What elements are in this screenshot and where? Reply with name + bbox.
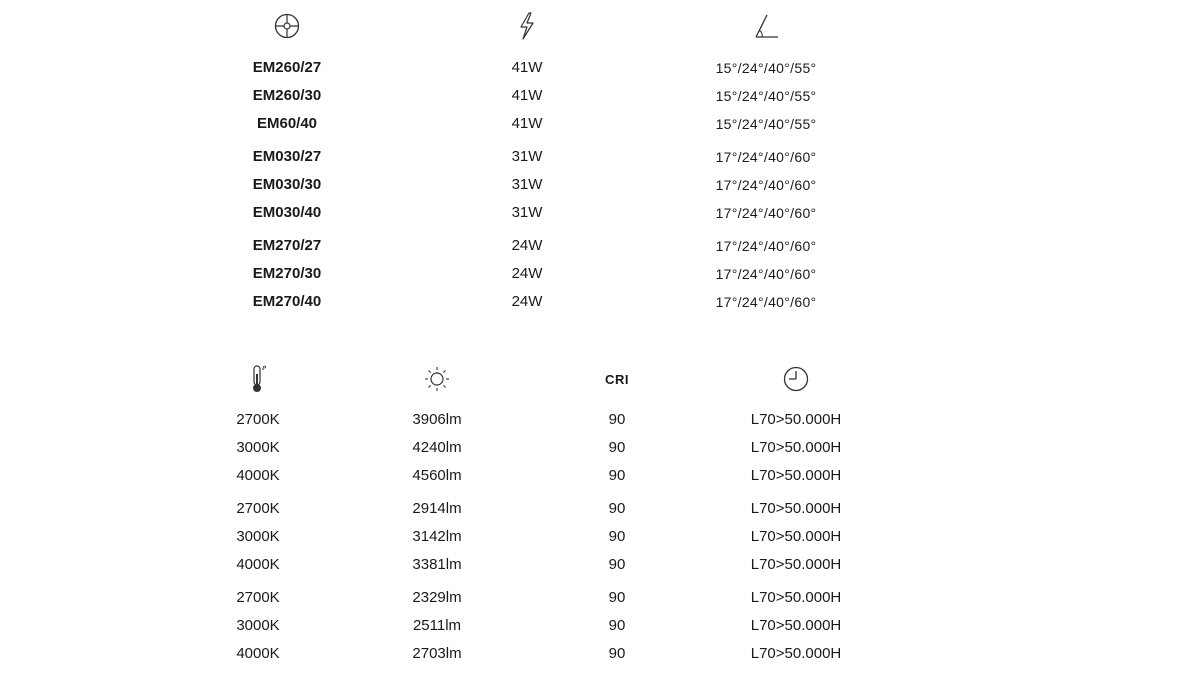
temperature-cell: 4000K (236, 467, 280, 484)
cri-cell: 90 (608, 528, 626, 545)
angle-cell: 15°/24°/40°/55° (715, 60, 817, 76)
lumen-cell: 3381lm (412, 556, 462, 573)
cri-cell: 90 (608, 556, 626, 573)
angle-cell: 17°/24°/40°/60° (715, 205, 817, 221)
clock-icon (781, 364, 811, 394)
angle-cell: 17°/24°/40°/60° (715, 177, 817, 193)
lumen-cell: 2703lm (412, 645, 462, 662)
lifetime-cell: L70>50.000H (750, 500, 842, 517)
power-cell: 24W (511, 265, 543, 282)
lamp-icon (272, 11, 302, 41)
temperature-cell: 2700K (236, 411, 280, 428)
power-icon (512, 11, 542, 41)
lifetime-cell: L70>50.000H (750, 411, 842, 428)
lifetime-cell: L70>50.000H (750, 617, 842, 634)
model-cell: EM030/27 (252, 148, 322, 165)
lifetime-cell: L70>50.000H (750, 467, 842, 484)
model-cell: EM030/40 (252, 204, 322, 221)
angle-cell: 15°/24°/40°/55° (715, 88, 817, 104)
model-cell: EM030/30 (252, 176, 322, 193)
model-cell: EM60/40 (256, 115, 318, 132)
lifetime-cell: L70>50.000H (750, 556, 842, 573)
power-cell: 41W (511, 87, 543, 104)
lifetime-cell: L70>50.000H (750, 528, 842, 545)
cri-cell: 90 (608, 411, 626, 428)
cri-cell: 90 (608, 617, 626, 634)
lumen-cell: 2914lm (412, 500, 462, 517)
angle-cell: 17°/24°/40°/60° (715, 294, 817, 310)
angle-cell: 17°/24°/40°/60° (715, 266, 817, 282)
lifetime-cell: L70>50.000H (750, 589, 842, 606)
power-cell: 31W (511, 204, 543, 221)
cri-cell: 90 (608, 589, 626, 606)
angle-icon (751, 11, 781, 41)
cri-label: CRI (605, 372, 629, 387)
power-cell: 24W (511, 237, 543, 254)
sun-icon (422, 364, 452, 394)
power-cell: 31W (511, 176, 543, 193)
thermometer-icon (243, 364, 273, 394)
temperature-cell: 4000K (236, 645, 280, 662)
power-cell: 41W (511, 59, 543, 76)
power-cell: 24W (511, 293, 543, 310)
temperature-cell: 2700K (236, 589, 280, 606)
temperature-cell: 4000K (236, 556, 280, 573)
lumen-cell: 2329lm (412, 589, 462, 606)
power-cell: 31W (511, 148, 543, 165)
temperature-cell: 2700K (236, 500, 280, 517)
model-cell: EM260/30 (252, 87, 322, 104)
model-cell: EM260/27 (252, 59, 322, 76)
lumen-cell: 3142lm (412, 528, 462, 545)
lumen-cell: 4560lm (412, 467, 462, 484)
model-cell: EM270/27 (252, 237, 322, 254)
lifetime-cell: L70>50.000H (750, 439, 842, 456)
lifetime-cell: L70>50.000H (750, 645, 842, 662)
temperature-cell: 3000K (236, 439, 280, 456)
temperature-cell: 3000K (236, 617, 280, 634)
angle-cell: 17°/24°/40°/60° (715, 238, 817, 254)
cri-cell: 90 (608, 645, 626, 662)
cri-cell: 90 (608, 439, 626, 456)
cri-cell: 90 (608, 500, 626, 517)
lumen-cell: 3906lm (412, 411, 462, 428)
power-cell: 41W (511, 115, 543, 132)
angle-cell: 17°/24°/40°/60° (715, 149, 817, 165)
model-cell: EM270/40 (252, 293, 322, 310)
angle-cell: 15°/24°/40°/55° (715, 116, 817, 132)
lumen-cell: 4240lm (412, 439, 462, 456)
temperature-cell: 3000K (236, 528, 280, 545)
cri-cell: 90 (608, 467, 626, 484)
lumen-cell: 2511lm (412, 617, 462, 634)
model-cell: EM270/30 (252, 265, 322, 282)
